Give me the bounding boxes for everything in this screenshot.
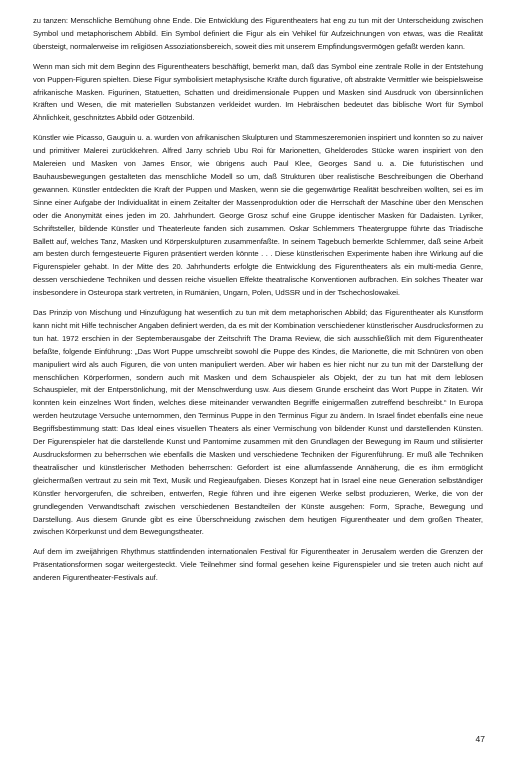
paragraph-mixing-principle: Das Prinzip von Mischung und Hinzufügung hat wesentlich zu tun mit dem metaphorischen Abbild; das Figurentheater als Kunstform kann nicht mit Hilfe technischer Angaben definiert werden, da es mit der Kombination verschiedener künstlerischer Ausdrucksformen zu tun hat. 1972 erschien in der Septemberausgabe der Zeitschrift The Drama Review, die sich ausschließlich mit dem Figurentheater befaßte, folgende Einführung: „Das Wort Puppe umschreibt sowohl die Puppe des Kindes, die Marionette, die mit Schnüren von oben manipuliert wird als auch Figuren, die von unten manipuliert werden. Aber wir haben es hier nicht nur zu tun mit der Darstellung der menschlichen Körperformen, sondern auch mit Masken und dem Schauspieler als Objekt, der zu tun hat mit dem leblosen Schauspieler, mit der Entpersönlichung, mit der Menschwerdung usw. Aus diesem Grunde erscheint das Wort Puppe in Zitaten. Wir konnten kein einzelnes Wort finden, welches diese miteinander verwandten Begriffe einigermaßen zutreffend beschreibt.“ In Europa werden heutzutage Versuche unternommen, den Terminus Puppe in den Terminus Figur zu ändern. In Israel findet ebenfalls eine neue Begriffsbestimmung statt: Das Ideal eines visuellen Theaters als einer Vermischung von bildender Kunst und darstellenden Künsten. Der Figurenspieler hat die darstellende Kunst und Pantomime zusammen mit den Grundlagen der Bewegung im Raum und stilisierter Ausdrucksformen zu beherrschen wie ebenfalls die Masken und verschiedene Techniken der Figurenführung. Er muß alle Techniken theatralischer und künstlerischer Methoden beherrschen: Gefordert ist eine allumfassende Annäherung, die es ihm ermöglicht gleichermaßen vertraut zu sein mit Text, Musik und Regieaufgaben. Dieses Konzept hat in Israel eine neue Generation selbständiger Künstler hervorgerufen, die schreiben, entwerfen, Regie führen und ihre eigenen Werke selbst produzieren, Werke, die von der grundlegenden Verwandtschaft zwischen verschiedenen Bestandteilen der Künste ausgehen: Form, Sprache, Bewegung und Darstellung. Aus diesem Grunde gibt es eine Überschneidung zwischen dem heutigen Figurentheater und dem großen Theater, zwischen Körperkunst und dem Bewegungstheater. xyxy=(33,308,483,537)
page-body xyxy=(33,15,483,592)
page-number: 47 xyxy=(475,734,485,744)
paragraph-symbol-role: Wenn man sich mit dem Beginn des Figurentheaters beschäftigt, bemerkt man, daß das Symbol eine zentrale Rolle in der Entstehung von Puppen-Figuren spielten. Diese Figur symbolisiert metaphysische Kräfte durch figurative, oft abstrakte Vermittler wie beispielsweise afrikanische Masken. Figurinen, Statuetten, Schatten und dreidimensionale Puppen und Masken sind Ausdruck von übersinnlichen Kräften und Wesen, die mit materiellen Substanzen verkleidet wurden. Im Hebräischen bedeutet das biblische Wort für Symbol Ähnlichkeit, geschnitztes Abbild oder Götzenbild. xyxy=(33,61,483,123)
paragraph-jerusalem-festival: Auf dem im zweijährigen Rhythmus stattfindenden internationalen Festival für Figurentheater in Jerusalem werden die Grenzen der Präsentationsformen sogar weitergesteckt. Viele Teilnehmer sind formal gesehen keine Figurenspieler und sie treten auch nicht auf anderen Figurentheater-Festivals auf. xyxy=(33,547,483,583)
paragraph-artists: Künstler wie Picasso, Gauguin u. a. wurden von afrikanischen Skulpturen und Stammeszeremonien inspiriert und konnten so zu naiver und primitiver Malerei zurückkehren. Alfred Jarry schrieb Ubu Roi für Marionetten, Ghelderodes Stücke waren inspiriert von den Malereien und Masken von James Ensor, wie übrigens auch Paul Klee, Georges Sand u. a. Die futuristischen und Bauhausbewegungen gestalteten das menschliche Modell so um, daß Strukturen über realistische Beschreibungen die Oberhand gewannen. Künstler entdeckten die Kraft der Puppen und Masken, wenn sie die gegenwärtige Realität beschreiben wollten, sei es im Sinne einer Aufgabe der Individualität in einem Zeitalter der Massenproduktion oder die Herrschaft der Maschine über den Menschen oder die Anonymität eines jeden im 20. Jahrhundert. George Grosz schuf eine Gruppe identischer Masken für Dadaisten. Lyriker, Schriftsteller, bildende Künstler und Theaterleute fanden sich zusammen. Oskar Schlemmers Theatergruppe führte das Triadische Ballett auf, welches Tanz, Masken und Körperskulpturen zusammenfaßte. In seinem Tagebuch bemerkte Schlemmer, daß seine Arbeit am besten durch ferngesteuerte Figuren präsentiert werden könnte . . . Diese künstlerischen Experimente haben ihre Wirkung auf die Figurenspieler gehabt. In der Mitte des 20. Jahrhunderts erfolgte die Entwicklung des Figurentheaters als ein multi-media Genre, dessen verschiedene Techniken und dessen reiche visuellen Effekte theatralische Konventionen aufbrachen. Ein solches Theater war insbesondere in Osteuropa stark vertreten, in Rumänien, Ungarn, Polen, UdSSR und in der Tschechoslowakei. xyxy=(33,133,483,298)
paragraph-symbol-intro: zu tanzen: Menschliche Bemühung ohne Ende. Die Entwicklung des Figurentheaters hat eng zu tun mit der Unterscheidung zwischen Symbol und metaphorischem Abbild. Ein Symbol definiert die Figur als ein Vehikel für Aufzeichnungen von etwas, was die Realität übersteigt, normalerweise im religiösen Assoziationsbereich, soweit dies mit unserem Empfindungsvermögen gefaßt werden kann. xyxy=(33,16,483,51)
